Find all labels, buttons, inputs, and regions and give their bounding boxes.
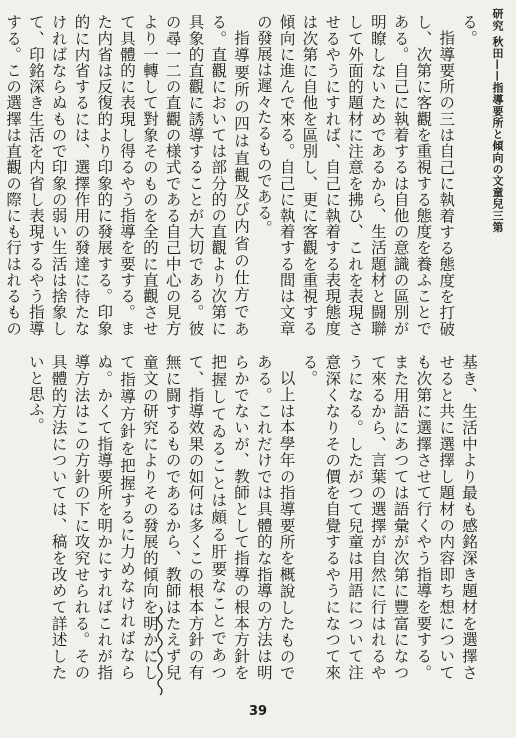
page-number: 39 (248, 704, 268, 719)
paragraph: る。 (460, 14, 478, 46)
paragraph: 以上は本學年の指導要所を概說したものである。これだけでは具體的な指導の方法は明らかでないが、教師として指導の根本方針を把握してゐることは頗る肝要なことであつて、指導效果の如何は多くこの根本方針の有無に闘するものであるから、教師はたえず兒童文の研究によりその發展的傾向を明かにして指導方針を把握するに力めなければならぬ。かくて指導要所を明かにすればこれが指導方法はこの方針の下に攻究せられる。その具體的方法については、稿を改めて詳述したいと思ふ。 (26, 354, 296, 680)
upper-text-block (4, 14, 480, 336)
section-end-wavy-rule (155, 607, 165, 695)
paragraph: 基き、生活中より最も感銘深き題材を選擇させると共に選擇し題材の内容即ち想についても次第に選擇させて行くやう指導を要する。また用語にあつては語彙が次第に豐富になつて來るから、言葉の選擇が自然に行はれるやうになる。したがつて兒童は用語について注意深くなりその價を自覺するやうになつて來る。 (300, 354, 478, 680)
lower-text-block (26, 354, 480, 680)
paragraph: 指導要所の三は自己に執着する態度を打破し、次第に客觀を重視する態度を養ふことである。自己に執着するは自他の意識の區別が明瞭しないためであるから、生活題材と闘聯して外面的題材に注意を拂ひ、これを表現させるやうにすれば、自己に執着する表現態度は次第に自他を區別し、更に客觀を重視する傾向に進んで來る。自己に執着する間は文章の發展は遲々たるものである。 (254, 14, 456, 336)
running-head: 研究 秋田——指導要所と傾向の文童兒三第 (491, 8, 504, 233)
paragraph: 指導要所の四は直觀及び内省の仕方である。直觀においては部分的の直觀より次第に具象的直觀に誘導することが大切である。彼の尋一二の直觀の様式である自己中心の見方より一轉して對象そのものを全的に直觀させて具體的に表現し得るやう指導を要する。また内省は反復的より印象的に發展する。印象的に内省するには、選擇作用の發達に待たなければならぬもので印象の弱い生活は捨象して、印銘深き生活を内省し表現するやう指導する。この選擇は直觀の際にも行はれるもの (4, 14, 251, 336)
